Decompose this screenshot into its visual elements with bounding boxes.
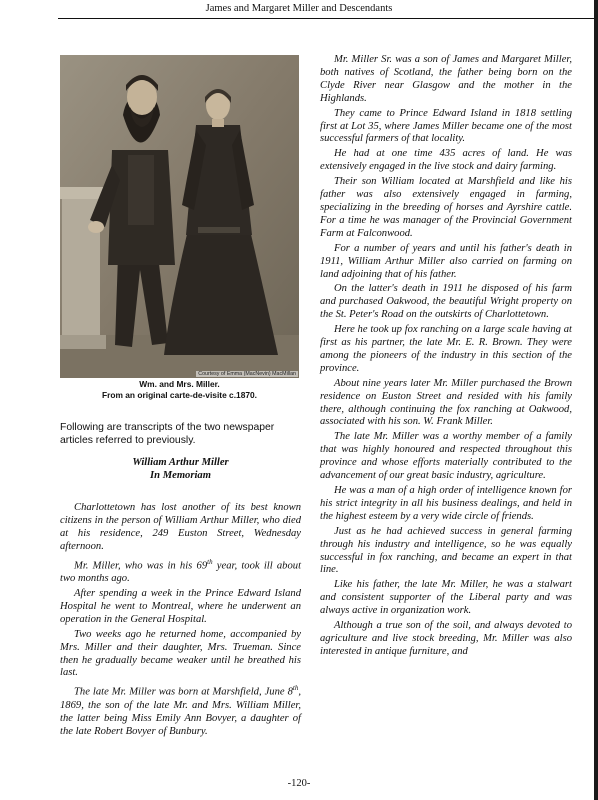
paragraph: Mr. Miller Sr. was a son of James and Margaret Miller, both natives of Scotland, the father being born on the Clyde River near Glasgow and the mother in the Highlands. <box>320 54 572 104</box>
paragraph: After spending a week in the Prince Edward Island Hospital he went to Montreal, where he underwent an operation in the General Hospital. <box>60 587 301 625</box>
paragraph: About nine years later Mr. Miller purchased the Brown residence on Euston Street and resided with his family there, although continuing the fox ranching at Oakwood, associated with his son. W. Frank Miller. <box>320 377 572 428</box>
intro-text: Following are transcripts of the two newspaper articles referred to previously. <box>60 422 275 446</box>
scan-edge <box>594 0 598 800</box>
paragraph: He was a man of a high order of intelligence known for his strict integrity in all his business dealings, and held in the highest esteem by a very wide circle of friends. <box>320 485 572 522</box>
article-subtitle: In Memoriam <box>150 470 211 481</box>
paragraph: Here he took up fox ranching on a large scale having at first as his partner, the late Mr. E. R. Brown. They were among the pioneers of the industry in this section of the province. <box>320 324 572 374</box>
article-title: William Arthur Miller <box>132 457 229 468</box>
paragraph: Just as he had achieved success in general farming through his industry and intelligence, so he was equally successful in fox ranching, and became an expert in that line. <box>320 525 572 576</box>
paragraph: They came to Prince Edward Island in 1818 settling first at Lot 35, where James Miller became one of the most successful farmers of that locality. <box>320 107 572 145</box>
paragraph: The late Mr. Miller was a worthy member of a family that was highly honoured and respected throughout this province and whose efforts materially contributed to the advancement of our great basic industry, agriculture. <box>320 431 572 482</box>
paragraph: On the latter's death in 1911 he disposed of his farm and purchased Oakwood, the beautiful Wright property on the St. Peter's Road on the outskirts of Charlottetown. <box>320 283 572 321</box>
running-header: James and Margaret Miller and Descendants <box>205 3 393 14</box>
paragraph: Like his father, the late Mr. Miller, he was a stalwart and consistent supporter of the Liberal party and was always active in organization work. <box>320 579 572 617</box>
page-number: -120- <box>287 778 311 789</box>
left-column <box>60 456 301 740</box>
paragraph: Mr. Miller, who was in his 69th year, took ill about two months ago. <box>60 557 302 585</box>
paragraph: For a number of years and until his father's death in 1911, William Arthur Miller also carried on farming on land adjoining that of his father. <box>320 242 572 280</box>
paragraph: Their son William located at Marshfield and like his father was also extensively engaged in farming, specializing in the breeding of horses and Ayrshire cattle. For a time he was manager of the Provincial Government Farm at Falconwood. <box>320 176 572 239</box>
paragraph: The late Mr. Miller was born at Marshfield, June 8th, 1869, the son of the late Mr. and Mrs. William Miller, the latter being Miss Emily Ann Bovyer, a daughter of the late Robert Bovyer of Bunbury. <box>60 684 301 737</box>
photo-caption <box>60 379 299 401</box>
paragraph: Charlottetown has lost another of its best known citizens in the person of William Arthur Miller, who died at his residence, 249 Euston Street, Wednesday afternoon. <box>60 502 301 552</box>
right-column <box>320 54 572 661</box>
caption-line-2: From an original carte-de-visite c.1870. <box>102 390 257 400</box>
header-rule <box>58 18 598 19</box>
caption-line-1: Wm. and Mrs. Miller. <box>139 379 220 389</box>
paragraph: He had at one time 435 acres of land. He was extensively engaged in the live stock and dairy farming. <box>320 148 572 173</box>
photo-credit: Courtesy of Emma (MacNevin) MacMillan <box>198 371 296 377</box>
paragraph: Two weeks ago he returned home, accompanied by Mrs. Miller and their daughter, Mrs. Trueman. Since then he gradually became weaker until he breathed his last. <box>60 628 301 679</box>
portrait-photo <box>60 55 299 378</box>
portrait-image <box>60 55 299 378</box>
paragraph: Although a true son of the soil, and always devoted to agriculture and live stock breeding, Mr. Miller was also interested in antique furniture, and <box>320 620 572 657</box>
